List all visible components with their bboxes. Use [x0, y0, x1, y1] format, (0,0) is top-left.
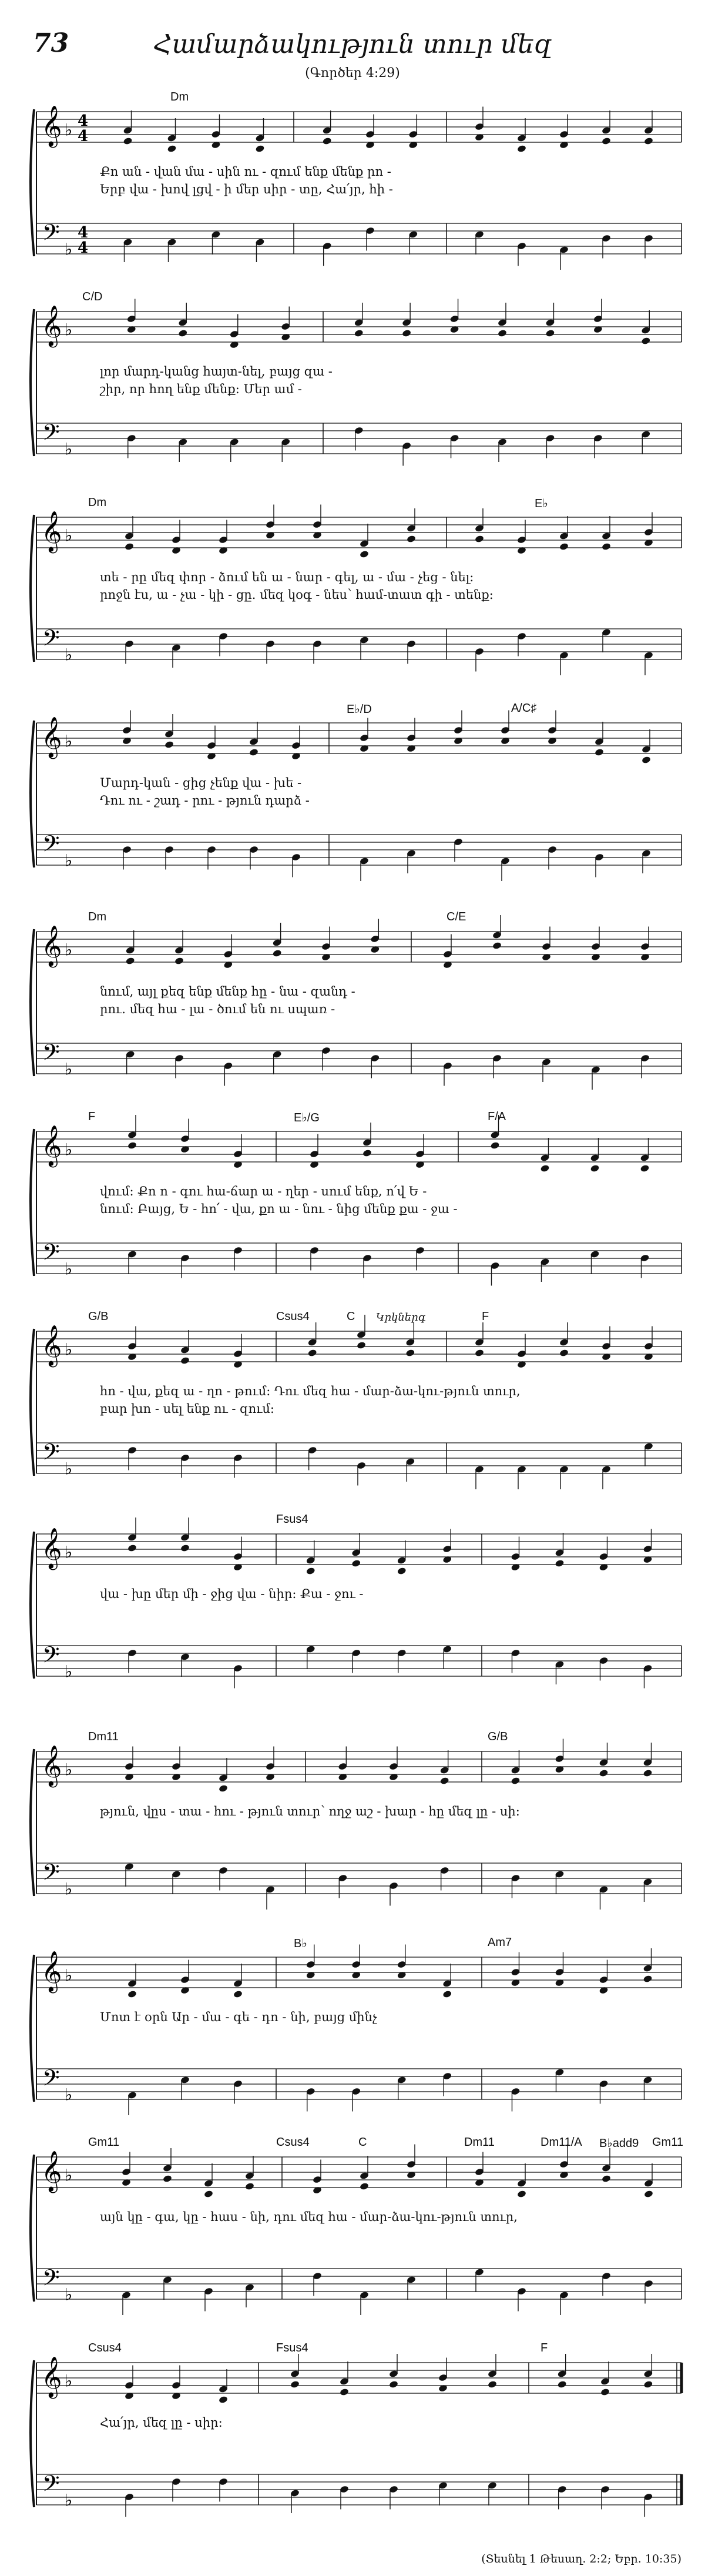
chord-symbol: B♭add9	[599, 2137, 639, 2150]
note	[555, 1739, 565, 1774]
chord-symbol: C	[347, 1310, 355, 1323]
note	[590, 1138, 600, 1173]
treble-clef-icon: 𝄞	[41, 716, 62, 758]
note	[542, 1058, 552, 1082]
chord-symbol: Fsus4	[276, 1513, 308, 1526]
lyric-line-verse-2: բար խո - սել ենք ու - զում:	[100, 1402, 274, 1416]
note	[172, 1870, 182, 1894]
flat-icon: ♭	[65, 1965, 73, 1985]
lyric-line-verse-2: Դու ու - շադ - րու - թյուն դարձ -	[100, 793, 310, 808]
flat-icon: ♭	[65, 2284, 73, 2304]
note	[540, 1258, 550, 1282]
treble-clef-icon: 𝄞	[41, 105, 62, 146]
note	[370, 919, 380, 954]
note	[127, 2091, 137, 2115]
note	[245, 2283, 255, 2307]
note	[360, 524, 370, 558]
note	[125, 930, 135, 965]
chord-symbol: F	[540, 2341, 548, 2354]
time-signature: 4	[78, 128, 89, 145]
lyric-line-verse-2: Երբ վա - խով լցվ - ի մեր սիր - տը, Հա՛յր, հի -	[100, 182, 393, 196]
flat-icon: ♭	[65, 1059, 73, 1079]
note	[442, 1645, 452, 1669]
note	[389, 2354, 399, 2389]
lyric-line-verse-2: րոջն էս, ա - չա - կի - ցը. մեզ կօգ - նես՝ համ-տատ գի - տենք:	[100, 588, 494, 602]
treble-clef-icon: 𝄞	[41, 511, 62, 552]
staff-lines	[0, 1728, 705, 1922]
note	[643, 2354, 653, 2389]
note	[593, 299, 603, 334]
note	[555, 1533, 565, 1567]
note	[475, 1465, 485, 1489]
bass-clef-icon: 𝄢	[42, 2470, 60, 2502]
note	[602, 2148, 612, 2183]
footer-reference: (Տեսնել 1 Թեսաղ. 2:2; Եբր. 10:35)	[481, 2552, 682, 2565]
note	[557, 2354, 567, 2389]
note	[475, 230, 485, 254]
chord-symbol: E♭	[535, 497, 548, 510]
chord-symbol: G/B	[488, 1730, 508, 1743]
note	[164, 714, 174, 749]
note	[599, 1885, 609, 1910]
note	[643, 1878, 653, 1902]
note	[266, 505, 276, 540]
flat-icon: ♭	[65, 439, 73, 459]
note	[360, 857, 370, 881]
flat-icon: ♭	[65, 731, 73, 751]
lyric-line-verse-1: լոր մարդ-կանց հայտ-նել, բայց զա -	[100, 364, 333, 378]
treble-clef-icon: 𝄞	[41, 2150, 62, 2192]
note	[405, 1458, 415, 1482]
note	[351, 1945, 361, 1979]
staff-lines	[0, 2339, 705, 2533]
note	[123, 238, 133, 262]
flat-icon: ♭	[65, 2165, 73, 2185]
note	[229, 438, 239, 462]
note	[559, 2145, 569, 2179]
lyric-line-verse-2: շիր, որ հող ենք մենք: Մեր ամ -	[100, 382, 302, 396]
music-system-6	[0, 1108, 705, 1302]
chord-symbol: E♭/G	[294, 1111, 320, 1124]
note	[555, 1660, 565, 1684]
flat-icon: ♭	[65, 239, 73, 259]
flat-icon: ♭	[65, 120, 73, 140]
music-system-11	[0, 2133, 705, 2327]
note	[559, 1465, 569, 1489]
bass-clef-icon: 𝄢	[42, 2065, 60, 2096]
note	[180, 1518, 190, 1552]
chord-symbol: Dm	[88, 496, 107, 509]
note	[449, 299, 459, 334]
note	[644, 1442, 654, 1466]
bass-clef-icon: 𝄢	[42, 1039, 60, 1071]
bass-clef-icon: 𝄢	[42, 419, 60, 451]
bass-clef-icon: 𝄢	[42, 625, 60, 656]
section-marking: Կրկներգ	[376, 1311, 426, 1324]
lyric-line-verse-1: նում, այլ քեզ ենք մենք հը - նա - զանդ -	[100, 984, 355, 999]
note	[322, 110, 332, 145]
chord-symbol: Csus4	[276, 1310, 310, 1323]
note	[178, 438, 188, 462]
chord-symbol: Dm	[170, 91, 189, 103]
note	[125, 1050, 135, 1074]
note	[360, 2291, 370, 2315]
note	[475, 1322, 485, 1357]
chord-symbol: G/B	[88, 1310, 109, 1323]
note	[599, 1743, 609, 1777]
note	[306, 1945, 315, 1979]
note	[602, 1465, 612, 1489]
chord-symbol: C	[358, 2136, 367, 2149]
note	[163, 2148, 173, 2183]
note	[249, 722, 259, 756]
note	[397, 1540, 407, 1575]
note	[517, 118, 527, 153]
note	[281, 438, 291, 462]
note	[180, 1119, 190, 1154]
treble-clef-icon: 𝄞	[41, 1745, 62, 1786]
song-title: Համարձակություն տուր մեզ	[153, 29, 552, 59]
note	[548, 711, 558, 745]
note	[559, 2291, 569, 2315]
lyric-line-verse-1: Մոտ է օրն Ար - մա - գե - դո - նի, բայց մինչ	[100, 2010, 377, 2024]
note	[407, 508, 417, 543]
note	[180, 1330, 190, 1365]
treble-clef-icon: 𝄞	[41, 305, 62, 346]
lyric-line-verse-1: տե - րը մեզ փոր - ձում են ա - նար - գել, ա - մա - չեց - նել:	[100, 570, 474, 584]
treble-clef-icon: 𝄞	[41, 925, 62, 966]
note	[555, 1870, 565, 1894]
lyric-line-verse-1: վա - խը մեր մի - ջից վա - նիր: Քա - ջու -	[100, 1587, 364, 1601]
chord-symbol: Am7	[488, 1936, 512, 1949]
time-signature: 4	[78, 224, 89, 242]
music-system-9	[0, 1728, 705, 1922]
note	[559, 516, 569, 551]
note	[501, 857, 511, 881]
note	[163, 2276, 173, 2300]
staff-lines	[0, 1510, 705, 1704]
flat-icon: ♭	[65, 2085, 73, 2105]
music-system-10	[0, 1934, 705, 2128]
time-signature: 4	[78, 112, 89, 130]
chord-symbol: A/C♯	[511, 702, 537, 715]
bass-clef-icon: 𝄢	[42, 1859, 60, 1891]
note	[602, 516, 612, 551]
staff-lines	[0, 2133, 705, 2327]
lyric-line-verse-1: Մարդ-կան - ցից չենք վա - խե -	[100, 776, 302, 790]
note	[454, 711, 464, 745]
note	[644, 2163, 654, 2198]
note	[127, 1964, 137, 1998]
flat-icon: ♭	[65, 1879, 73, 1899]
note	[122, 2291, 132, 2315]
note	[442, 1964, 452, 1998]
note	[290, 2489, 300, 2513]
flat-icon: ♭	[65, 1542, 73, 1562]
lyric-line-verse-1: այն կը - գա, կը - հաս - նի, դու մեզ հա - մար-ձա-կու-թյուն տուր,	[100, 2210, 518, 2224]
music-system-1	[0, 88, 705, 282]
note	[642, 849, 652, 873]
chord-symbol: Fsus4	[276, 2341, 308, 2354]
chord-symbol: F	[482, 1310, 489, 1323]
note	[643, 1948, 653, 1983]
chord-symbol: Dm11/A	[540, 2136, 582, 2149]
chord-symbol: C/E	[446, 910, 466, 923]
note	[245, 2156, 255, 2190]
lyric-line-verse-2: նում: Բայց, Ե - հո՛ - վա, քո ա - նու - նից մենք քա - ջա -	[100, 1202, 458, 1216]
music-system-8	[0, 1510, 705, 1704]
treble-clef-icon: 𝄞	[41, 2356, 62, 2397]
note	[211, 230, 221, 254]
note	[488, 2481, 498, 2505]
note	[255, 118, 265, 153]
lyric-line-verse-2: րու. մեզ հա - լա - ծում են ու սպառ -	[100, 1002, 335, 1016]
note	[439, 1750, 449, 1785]
flat-icon: ♭	[65, 1760, 73, 1780]
chord-symbol: Csus4	[88, 2341, 122, 2354]
lyric-line-verse-1: թյուն, վըս - տա - հու - թյուն տուր՝ ողջ աշ - խար - հը մեզ լը - սի:	[100, 1804, 520, 1818]
chord-symbol: Csus4	[276, 2136, 310, 2149]
note	[340, 2361, 350, 2396]
note	[498, 438, 508, 462]
note	[174, 930, 184, 965]
chord-symbol: C/D	[82, 290, 103, 303]
note	[555, 2068, 565, 2092]
note	[266, 1885, 276, 1910]
lyric-line-verse-1: վում: Քո ո - գու հա-ճար ա - ղեր - սում ենք, ո՛վ Ե -	[100, 1184, 427, 1198]
note	[272, 1050, 282, 1074]
note	[167, 118, 177, 153]
flat-icon: ♭	[65, 850, 73, 870]
note	[642, 729, 652, 764]
note	[127, 1250, 137, 1274]
chord-symbol: F	[88, 1110, 96, 1123]
bass-clef-icon: 𝄢	[42, 1642, 60, 1673]
flat-icon: ♭	[65, 1140, 73, 1160]
note	[595, 722, 605, 756]
treble-clef-icon: 𝄞	[41, 1527, 62, 1569]
note	[272, 923, 282, 957]
flat-icon: ♭	[65, 1459, 73, 1479]
note	[255, 238, 265, 262]
treble-clef-icon: 𝄞	[41, 1951, 62, 1992]
note	[501, 711, 511, 745]
note	[397, 2076, 407, 2100]
note	[600, 2361, 610, 2396]
chord-symbol: Dm	[88, 910, 107, 923]
music-system-2	[0, 288, 705, 482]
flat-icon: ♭	[65, 2490, 73, 2510]
note	[492, 915, 502, 950]
note	[511, 1750, 521, 1785]
note	[559, 651, 569, 675]
note	[488, 2354, 498, 2389]
note	[219, 1758, 229, 1793]
note	[122, 711, 132, 745]
music-system-3	[0, 494, 705, 688]
song-number: 73	[33, 28, 69, 58]
note	[602, 110, 612, 145]
scripture-reference: (Գործեր 4:29)	[305, 66, 400, 81]
note	[127, 1115, 137, 1150]
bass-clef-icon: 𝄢	[42, 1439, 60, 1470]
note	[644, 651, 654, 675]
flat-icon: ♭	[65, 525, 73, 545]
lyric-line-verse-1: Հա՛յր, մեզ լը - սիր:	[100, 2416, 223, 2430]
music-system-4	[0, 699, 705, 893]
note	[517, 1465, 527, 1489]
note	[307, 1322, 317, 1357]
note	[126, 299, 136, 334]
note	[559, 1322, 569, 1357]
note	[591, 1066, 601, 1090]
note	[172, 644, 182, 668]
note	[475, 508, 485, 543]
note	[643, 2076, 653, 2100]
note	[125, 516, 135, 551]
note	[402, 303, 412, 337]
chord-symbol: Gm11	[652, 2136, 683, 2149]
time-signature: 4	[78, 239, 89, 257]
chord-symbol: Dm11	[464, 2136, 495, 2149]
note	[360, 2156, 370, 2190]
note	[407, 2145, 417, 2179]
note	[362, 1123, 372, 1157]
note	[123, 110, 133, 145]
treble-clef-icon: 𝄞	[41, 1125, 62, 1166]
note	[405, 1322, 415, 1357]
note	[180, 1653, 190, 1677]
note	[397, 1945, 407, 1979]
note	[438, 2481, 448, 2505]
note	[313, 505, 323, 540]
note	[644, 110, 654, 145]
note	[540, 1138, 550, 1173]
lyric-line-verse-1: հո - վա, քեզ ա - ղո - թում: Դու մեզ հա - մար-ձա-կու-թյուն տուր,	[100, 1384, 521, 1398]
note	[306, 1645, 315, 1669]
flat-icon: ♭	[65, 940, 73, 960]
chord-symbol: E♭/D	[347, 703, 372, 716]
bass-clef-icon: 𝄢	[42, 2265, 60, 2296]
music-system-7	[0, 1308, 705, 1502]
note	[180, 2076, 190, 2100]
note	[517, 2163, 527, 2198]
note	[360, 636, 370, 660]
note	[475, 2268, 485, 2292]
note	[178, 303, 188, 337]
flat-icon: ♭	[65, 645, 73, 665]
note	[204, 2163, 214, 2198]
note	[641, 430, 651, 454]
bass-clef-icon: 𝄢	[42, 830, 60, 862]
note	[498, 303, 508, 337]
flat-icon: ♭	[65, 1661, 73, 1681]
staff-lines	[0, 1934, 705, 2128]
note	[407, 2276, 417, 2300]
note	[545, 303, 555, 337]
note	[643, 1743, 653, 1777]
chord-symbol: Dm11	[88, 1730, 119, 1743]
music-system-12	[0, 2339, 705, 2533]
bass-clef-icon: 𝄢	[42, 1239, 60, 1271]
note	[219, 2369, 229, 2404]
note	[407, 849, 417, 873]
note	[354, 303, 364, 337]
flat-icon: ♭	[65, 2371, 73, 2391]
note	[559, 246, 569, 270]
note	[167, 238, 177, 262]
note	[351, 1533, 361, 1567]
flat-icon: ♭	[65, 320, 73, 340]
note	[127, 1518, 137, 1552]
chord-symbol: Gm11	[88, 2136, 119, 2149]
note	[408, 230, 418, 254]
note	[641, 310, 651, 345]
note	[290, 2354, 300, 2389]
treble-clef-icon: 𝄞	[41, 1325, 62, 1366]
flat-icon: ♭	[65, 1259, 73, 1279]
note	[602, 628, 612, 652]
note	[590, 1250, 600, 1274]
chord-symbol: F/A	[488, 1110, 506, 1123]
note	[306, 1540, 315, 1575]
bass-clef-icon: 𝄢	[42, 219, 60, 251]
note	[640, 1138, 650, 1173]
flat-icon: ♭	[65, 1339, 73, 1359]
lyric-line-verse-1: Քո ան - վան մա - սին ու - զում ենք մենք րո -	[100, 165, 391, 179]
chord-symbol: B♭	[294, 1937, 307, 1950]
music-system-5	[0, 908, 705, 1102]
note	[357, 1315, 367, 1349]
note	[125, 1863, 135, 1887]
note	[233, 1964, 243, 1998]
